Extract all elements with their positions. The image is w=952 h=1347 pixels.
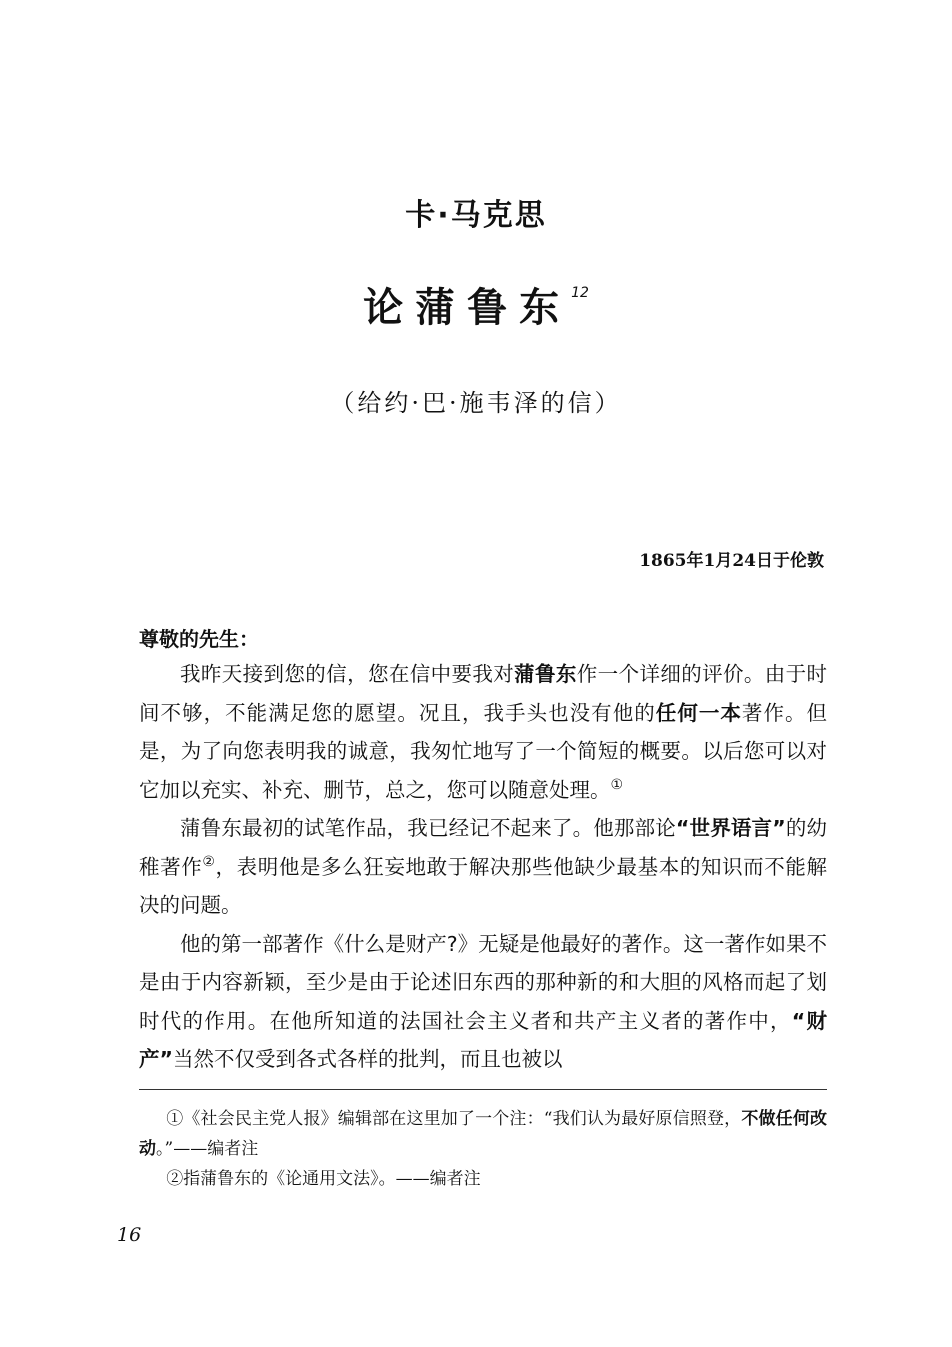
emphasis-text: “世界语言” — [675, 816, 786, 840]
paragraph-text: 他的第一部著作《什么是财产?》无疑是他最好的著作。这一著作如果不是由于内容新颖，至少是由于论述旧东西的那种新的和大胆的风格而起了划时代的作用。在他所知道的法国社会主义者和共产主义者的著作中， — [139, 931, 827, 1033]
footnote-text: ①《社会民主党人报》编辑部在这里加了一个注：“我们认为最好原信照登， — [166, 1109, 742, 1129]
letter-body — [139, 655, 827, 1079]
paragraph-1 — [139, 655, 827, 809]
emphasis-text: 蒲鲁东 — [514, 662, 577, 686]
footnote-2: ②指蒲鲁东的《论通用文法》。——编者注 — [166, 1169, 481, 1189]
footnote-1 — [139, 1104, 827, 1164]
emphasis-text: “财产” — [139, 1008, 827, 1071]
paragraph-text: 的幼稚著作 — [139, 816, 827, 879]
emphasis-text: 不做任何改动 — [139, 1109, 827, 1159]
paragraph-text: 著作。但是，为了向您表明我的诚意，我匆忙地写了一个简短的概要。以后您可以对它加以充实、补充、删节，总之，您可以随意处理。 — [139, 700, 828, 802]
paragraph-text: ，表明他是多么狂妄地敢于解决那些他缺少最基本的知识而不能解决的问题。 — [139, 854, 828, 917]
footnote-divider — [139, 1089, 827, 1090]
footnote-marker: ① — [610, 776, 624, 793]
emphasis-text: 任何一本 — [655, 700, 742, 725]
footnote-text: 。”——编者注 — [156, 1139, 259, 1159]
paragraph-text: 蒲鲁东最初的试笔作品，我已经记不起来了。他那部论 — [180, 816, 676, 840]
article-title — [0, 276, 952, 333]
page-number: 16 — [117, 1224, 142, 1246]
paragraph-text: 作一个详细的评价。由于时间不够，不能满足您的愿望。况且，我手头也没有他的 — [139, 662, 828, 725]
paragraph-text: 我昨天接到您的信，您在信中要我对 — [180, 662, 515, 686]
paragraph-2 — [139, 809, 827, 925]
dateline: 1865年1月24日于伦敦 — [639, 551, 824, 571]
paragraph-3 — [139, 925, 827, 1079]
author-heading: 卡·马克思 — [405, 198, 547, 233]
title-text: 论蒲鲁东 — [363, 285, 572, 331]
subtitle: （给约·巴·施韦泽的信） — [330, 389, 622, 417]
title-note-marker: 12 — [571, 285, 589, 301]
paragraph-text: 当然不仅受到各式各样的批判，而且也被以 — [172, 1047, 563, 1071]
salutation: 尊敬的先生： — [139, 627, 259, 651]
footnote-marker: ② — [202, 853, 216, 870]
footnotes — [139, 1104, 827, 1194]
